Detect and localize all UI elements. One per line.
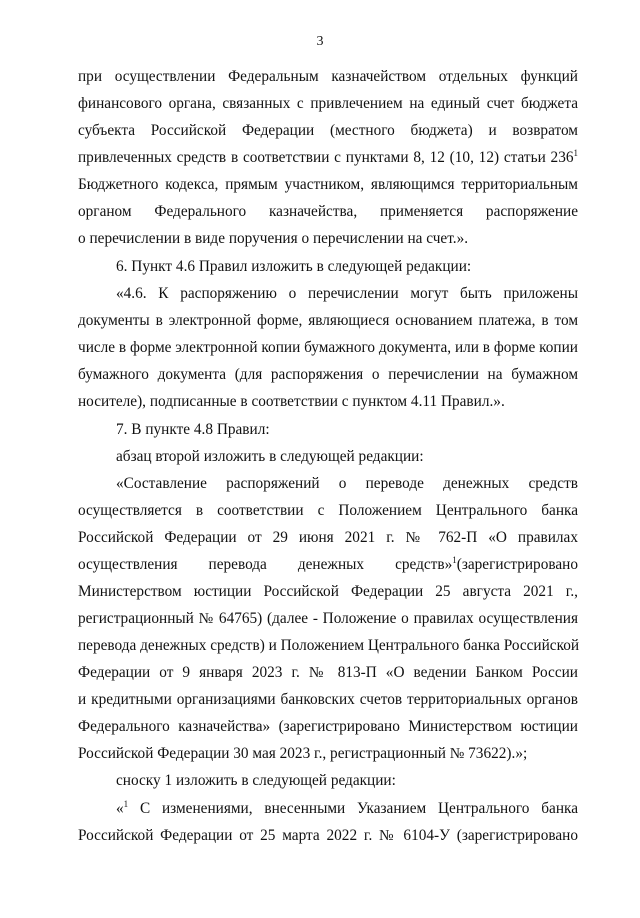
text-line-with-footnote — [78, 148, 578, 168]
text-span: (зарегистрировано — [456, 556, 578, 573]
paragraph-heading: 6. Пункт 4.6 Правил изложить в следующей редакции: — [116, 258, 472, 275]
footnote-mark: 1 — [452, 555, 457, 565]
text-line: Министерством юстиции Российской Федерации 25 августа 2021 г., — [78, 583, 578, 600]
text-line: органом Федерального казначейства, применяется распоряжение — [78, 203, 578, 220]
text-line: «Составление распоряжений о переводе денежных средств — [116, 475, 578, 492]
text-line: регистрационный № 64765) (далее - Положение о правилах осуществления — [78, 610, 578, 627]
text-line: абзац второй изложить в следующей редакции: — [116, 448, 424, 465]
text-line-with-footnote — [116, 799, 578, 819]
text-span: С изменениями, внесенными Указанием Центрального банка — [139, 800, 578, 817]
text-line: документы в электронной форме, являющиеся основанием платежа, в том — [78, 312, 578, 329]
footnote-mark: 1 — [123, 799, 129, 809]
text-line: Федерации от 9 января 2023 г. № 813-П «О ведении Банком России — [78, 664, 578, 681]
text-line: перевода денежных средств) и Положением Центрального банка Российской — [78, 637, 580, 654]
text-line: Российской Федерации 30 мая 2023 г., регистрационный № 73622).»; — [78, 745, 528, 762]
text-span: привлеченных средств в соответствии с пунктами 8, 12 (10, 12) статьи 236 — [78, 149, 574, 166]
text-line: Российской Федерации от 29 июня 2021 г. № 762-П «О правилах — [78, 529, 578, 546]
text-line: числе в форме электронной копии бумажного документа, или в форме копии — [78, 339, 578, 356]
text-line: Федерального казначейства» (зарегистрировано Министерством юстиции — [78, 718, 578, 735]
paragraph-heading: 7. В пункте 4.8 Правил: — [116, 421, 270, 438]
text-line: о перечислении в виде поручения о перечислении на счет.». — [78, 230, 469, 247]
text-line-with-footnote — [78, 555, 578, 575]
text-line: и кредитными организациями банковских счетов территориальных органов — [78, 691, 578, 708]
text-span: « — [116, 800, 124, 817]
text-line: бумажного документа (для распоряжения о перечислении на бумажном — [78, 366, 578, 383]
page-number: 3 — [316, 34, 324, 49]
paragraph-heading: сноску 1 изложить в следующей редакции: — [116, 772, 396, 789]
text-line: Российской Федерации от 25 марта 2022 г. № 6104-У (зарегистрировано — [78, 827, 578, 844]
text-line: носителе), подписанные в соответствии с пунктом 4.11 Правил.». — [78, 393, 505, 410]
text-line: субъекта Российской Федерации (местного бюджета) и возвратом — [78, 122, 578, 139]
text-line: «4.6. К распоряжению о перечислении могут быть приложены — [116, 285, 578, 302]
text-line: Бюджетного кодекса, прямым участником, являющимся территориальным — [78, 176, 578, 193]
text-line: финансового органа, связанных с привлечением на единый счет бюджета — [78, 95, 578, 112]
text-line: при осуществлении Федеральным казначейством отдельных функций — [78, 68, 578, 85]
footnote-mark: 1 — [573, 148, 578, 158]
text-span: осуществления перевода денежных средств» — [78, 556, 453, 573]
text-line: осуществляется в соответствии с Положением Центрального банка — [78, 502, 578, 519]
